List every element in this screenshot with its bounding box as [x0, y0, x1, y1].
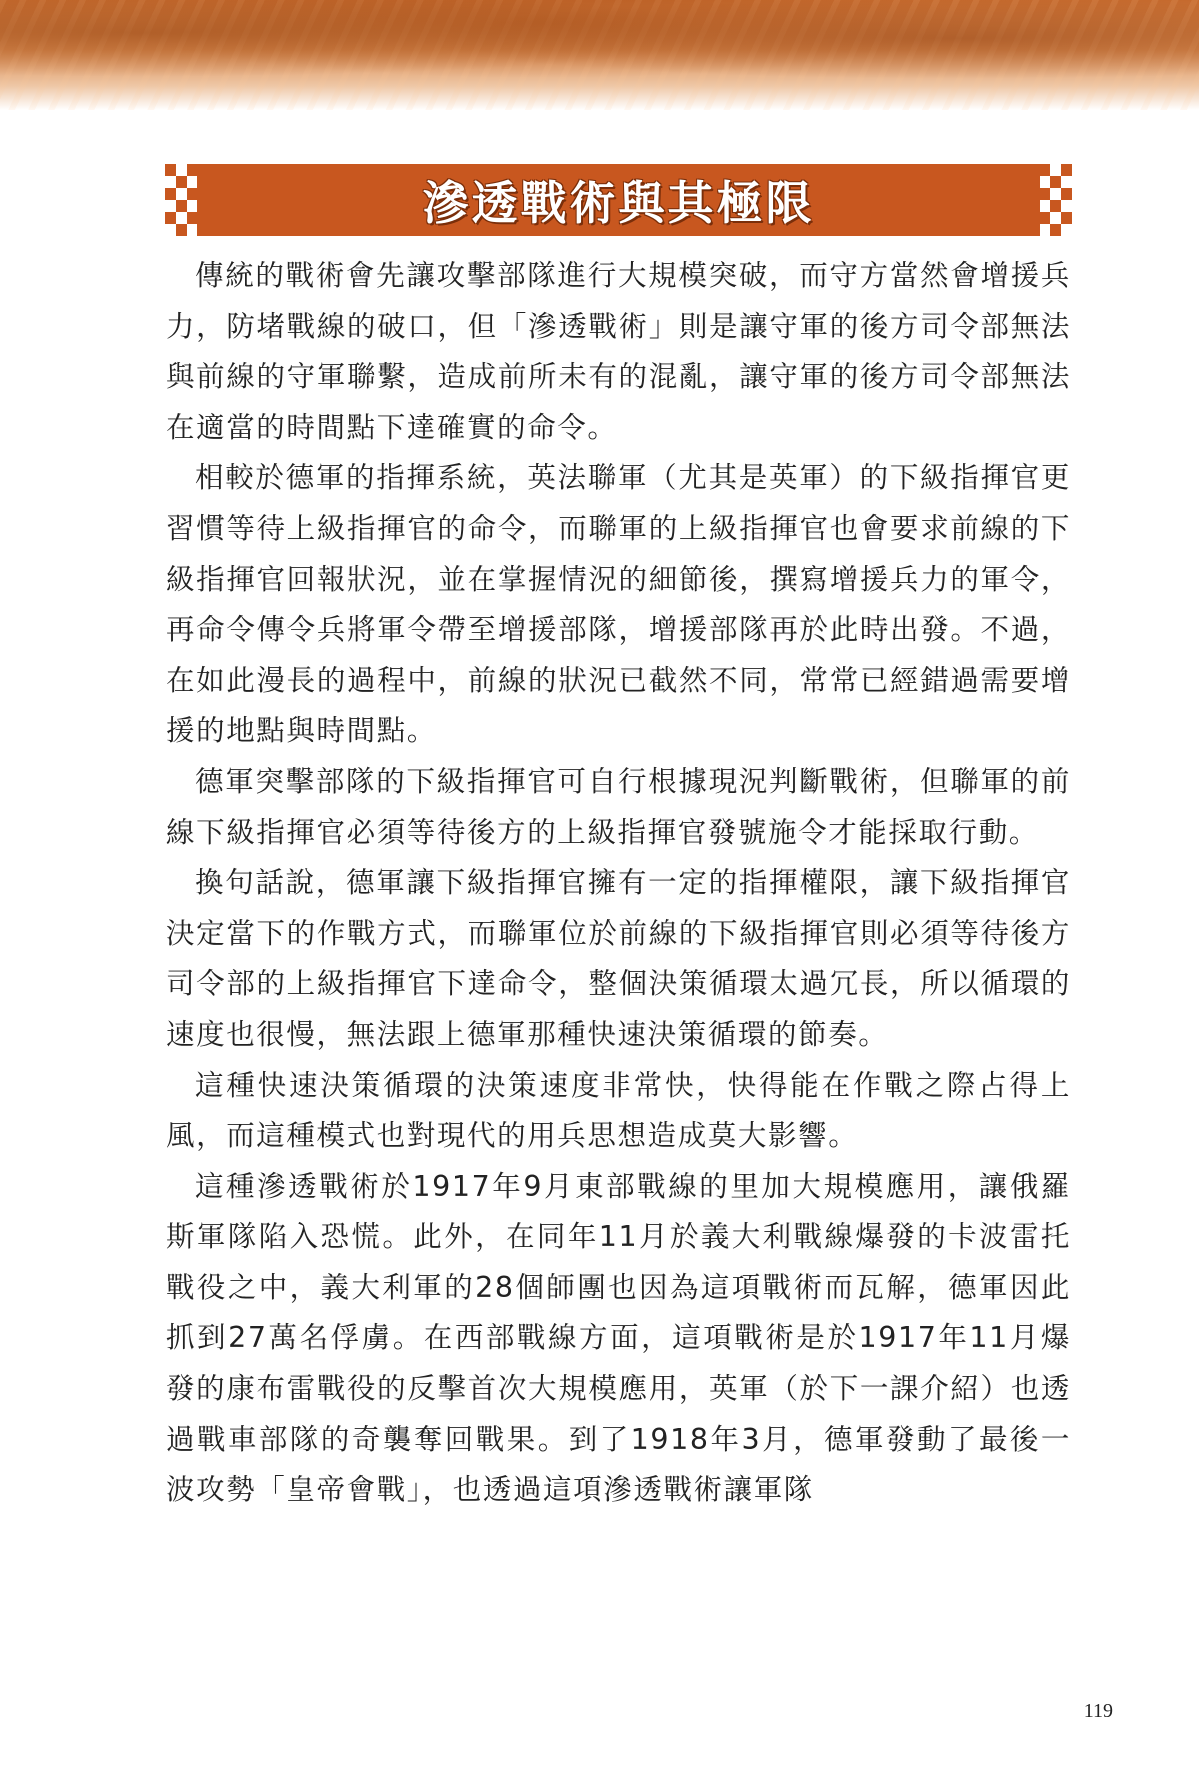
top-banner-texture	[0, 0, 1199, 110]
title-band	[197, 164, 1040, 236]
section-title-bar	[165, 164, 1072, 236]
paragraph: 德軍突擊部隊的下級指揮官可自行根據現況判斷戰術，但聯軍的前線下級指揮官必須等待後方的上級指揮官發號施令才能採取行動。	[166, 764, 1071, 849]
paragraph: 換句話說，德軍讓下級指揮官擁有一定的指揮權限，讓下級指揮官決定當下的作戰方式，而聯軍位於前線的下級指揮官則必須等待後方司令部的上級指揮官下達命令，整個決策循環太過冗長，所以循環的速度也很慢，無法跟上德軍那種快速決策循環的節奏。	[166, 866, 1071, 1051]
paragraph: 這種滲透戰術於1917年9月東部戰線的里加大規模應用，讓俄羅斯軍隊陷入恐慌。此外，在同年11月於義大利戰線爆發的卡波雷托戰役之中，義大利軍的28個師團也因為這項戰術而瓦解，德軍因此抓到27萬名俘虜。在西部戰線方面，這項戰術是於1917年11月爆發的康布雷戰役的反擊首次大規模應用，英軍（於下一課介紹）也透過戰車部隊的奇襲奪回戰果。到了1918年3月，德軍發動了最後一波攻勢「皇帝會戰」，也透過這項滲透戰術讓軍隊	[166, 1169, 1071, 1507]
page-title: 滲透戰術與其極限	[422, 176, 815, 230]
paragraph: 這種快速決策循環的決策速度非常快，快得能在作戰之際占得上風，而這種模式也對現代的用兵思想造成莫大影響。	[166, 1068, 1071, 1153]
paragraph: 傳統的戰術會先讓攻擊部隊進行大規模突破，而守方當然會增援兵力，防堵戰線的破口，但「滲透戰術」則是讓守軍的後方司令部無法與前線的守軍聯繫，造成前所未有的混亂，讓守軍的後方司令部無法在適當的時間點下達確實的命令。	[166, 259, 1071, 444]
body-text	[166, 251, 1071, 1516]
checker-pattern-right	[1028, 164, 1072, 236]
page-number: 119	[1083, 1700, 1113, 1722]
paragraph: 相較於德軍的指揮系統，英法聯軍（尤其是英軍）的下級指揮官更習慣等待上級指揮官的命令，而聯軍的上級指揮官也會要求前線的下級指揮官回報狀況，並在掌握情況的細節後，撰寫增援兵力的軍令，再命令傳令兵將軍令帶至增援部隊，增援部隊再於此時出發。不過，在如此漫長的過程中，前線的狀況已截然不同，常常已經錯過需要增援的地點與時間點。	[166, 461, 1071, 748]
